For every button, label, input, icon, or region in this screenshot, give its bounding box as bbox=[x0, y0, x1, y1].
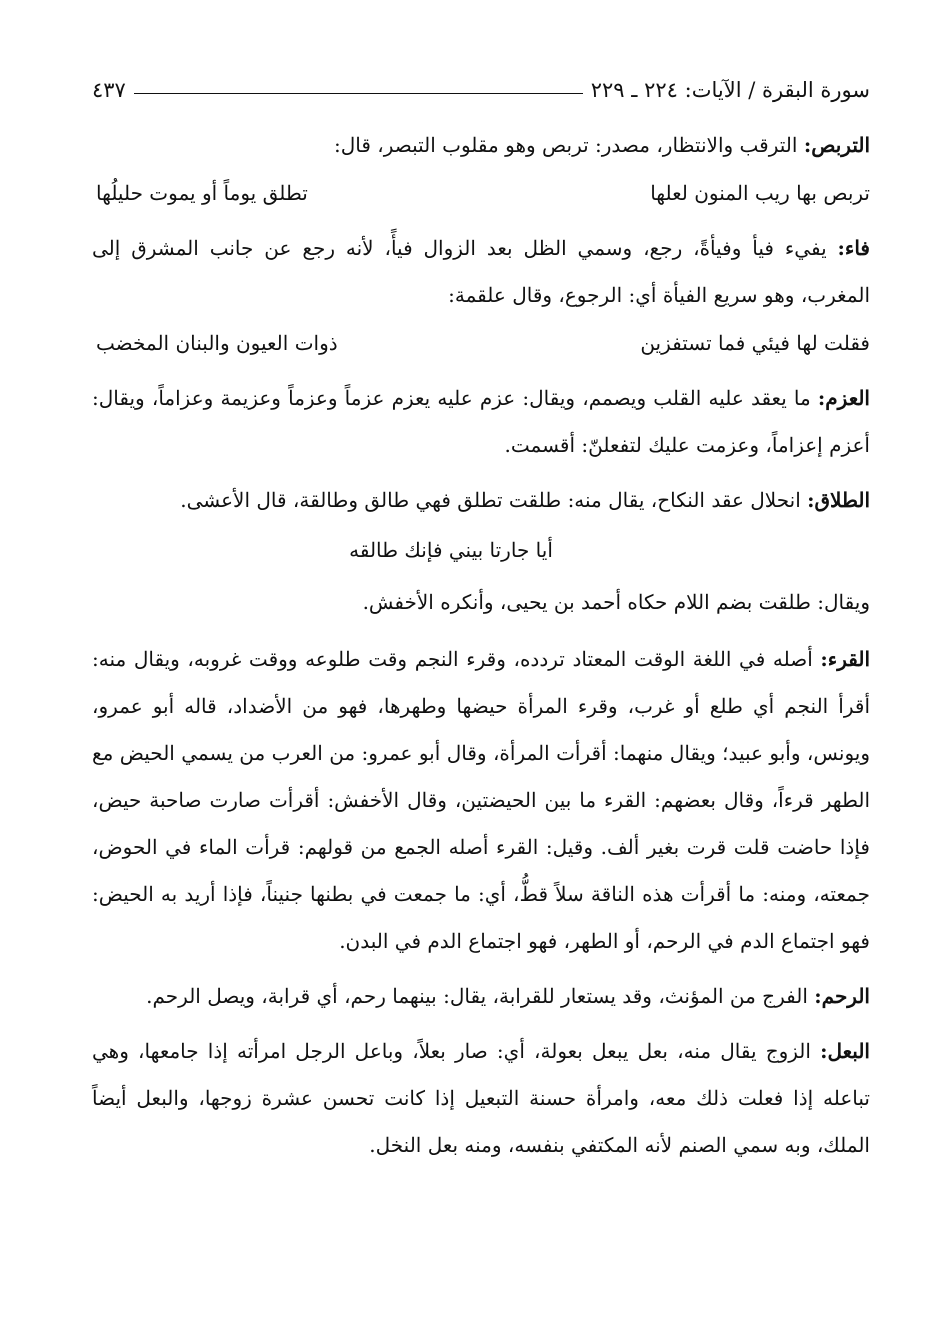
entry-talaq bbox=[92, 477, 870, 524]
entry-term: التربص: bbox=[803, 133, 870, 157]
entry-text: الترقب والانتظار، مصدر: تربص وهو مقلوب التبصر، قال: bbox=[333, 133, 804, 157]
verse-3: أيا جارتا بيني فإنك طالقه bbox=[349, 538, 553, 562]
entry-term: القرء: bbox=[820, 647, 870, 671]
verse-hemistich-second: ذوات العيون والبنان المخضب bbox=[96, 331, 338, 355]
entry-baal bbox=[92, 1028, 870, 1169]
header-rule bbox=[134, 93, 583, 94]
entry-term: الرحم: bbox=[814, 984, 870, 1008]
document-page bbox=[92, 62, 870, 1169]
entry-rahim bbox=[92, 973, 870, 1020]
entry-term: البعل: bbox=[820, 1039, 870, 1063]
verse-1 bbox=[92, 169, 870, 217]
running-header bbox=[92, 62, 870, 102]
entry-text: الزوج يقال منه، بعل يبعل بعولة، أي: صار بعلاً، وباعل الرجل امرأته إذا جامعها، وهي تباعله إذا فعلت ذلك معه، وامرأة حسنة التبعيل إذا كانت تحسن عشرة زوجها، والبعل أيضاً الملك، وبه سمي الصنم لأنه المكتفي بنفسه، ومنه بعل النخل. bbox=[92, 1039, 870, 1157]
verse-2 bbox=[92, 319, 870, 367]
entry-text: أصله في اللغة الوقت المعتاد تردده، وقرء النجم وقت طلوعه ووقت غروبه، ويقال منه: أقرأ النجم أي طلع أو غرب، وقرء المرأة حيضها وطهرها، فهو من الأضداد، قاله أبو عمرو، ويونس، وأبو عبيد؛ ويقال منهما: أقرأت المرأة، وقال أبو عمرو: من العرب من يسمي الحيض مع الطهر قرءاً، وقال بعضهم: القرء ما بين الحيضتين، وقال الأخفش: أقرأت صارت صاحبة حيض، فإذا حاضت قلت قرت بغير ألف. وقيل: القرء أصله الجمع من قولهم: قرأت الماء في الحوض، جمعته، ومنه: ما أقرأت هذه الناقة سلاً قطُّ، أي: ما جمعت في بطنها جنيناً، فإذا أريد به الحيض: فهو اجتماع الدم في الرحم، أو الطهر، فهو اجتماع الدم في البدن. bbox=[92, 647, 871, 953]
entry-text: ما يعقد عليه القلب ويصمم، ويقال: عزم عليه يعزم عزماً وعزماً وعزيمة وعزاماً، ويقال: أعزم إعزاماً، وعزمت عليك لتفعلنّ: أقسمت. bbox=[92, 386, 870, 457]
entry-qur bbox=[92, 636, 870, 965]
page-number: ٤٣٧ bbox=[92, 78, 126, 102]
line-yuqal: ويقال: طلقت بضم اللام حكاه أحمد بن يحيى، وأنكره الأخفش. bbox=[362, 590, 870, 614]
entry-term: الطلاق: bbox=[807, 488, 870, 512]
entry-text: الفرج من المؤنث، وقد يستعار للقرابة، يقال: بينهما رحم، أي قرابة، ويصل الرحم. bbox=[146, 984, 815, 1008]
verse-hemistich-first: فقلت لها فيئي فما تستفزين bbox=[640, 331, 870, 355]
verse-hemistich-second: تطلق يوماً أو يموت حليلُها bbox=[96, 181, 308, 205]
entry-azm bbox=[92, 375, 870, 469]
entry-text: يفيء فيأ وفيأةً، رجع، وسمي الظل بعد الزوال فيأً، لأنه رجع عن جانب المشرق إلى المغرب، وهو سريع الفيأة أي: الرجوع، وقال علقمة: bbox=[92, 236, 870, 307]
entry-text: انحلال عقد النكاح، يقال منه: طلقت تطلق فهي طالق وطالقة، قال الأعشى. bbox=[180, 488, 808, 512]
header-title: سورة البقرة / الآيات: ٢٢٤ ـ ٢٢٩ bbox=[590, 78, 870, 102]
entry-term: فاء: bbox=[837, 236, 870, 260]
entry-tarabbus bbox=[92, 122, 870, 169]
entry-term: العزم: bbox=[817, 386, 870, 410]
entry-fa bbox=[92, 225, 870, 319]
verse-hemistich-first: تربص بها ريب المنون لعلها bbox=[650, 181, 870, 205]
